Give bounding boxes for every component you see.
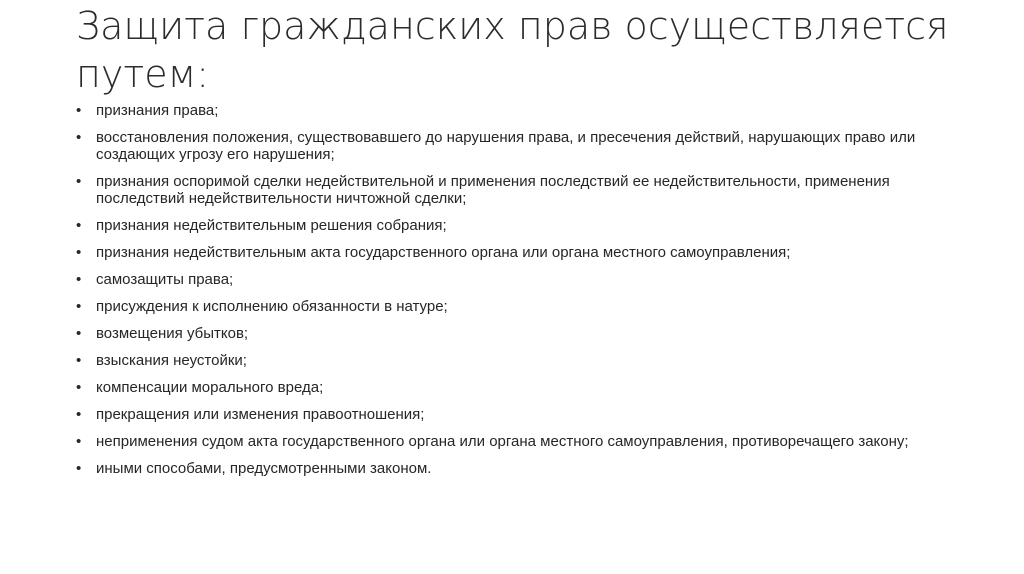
list-item bbox=[76, 460, 946, 477]
list-item-text: самозащиты права; bbox=[96, 271, 234, 288]
list-item bbox=[76, 433, 946, 450]
list-item-text: признания оспоримой сделки недействительной и применения последствий ее недействительности, применения последствий недействительности ничтожной сделки; bbox=[96, 173, 890, 207]
bullet-icon: • bbox=[76, 325, 82, 342]
bullet-icon: • bbox=[76, 433, 82, 450]
list-item bbox=[76, 173, 946, 207]
list-item bbox=[76, 102, 946, 119]
list-item-text: компенсации морального вреда; bbox=[96, 379, 324, 396]
list-item-text: признания недействительным решения собрания; bbox=[96, 217, 447, 234]
bullet-icon: • bbox=[76, 102, 82, 119]
list-item bbox=[76, 352, 946, 369]
bullet-icon: • bbox=[76, 379, 82, 396]
list-item-text: признания недействительным акта государственного органа или органа местного самоуправления; bbox=[96, 244, 791, 261]
list-item bbox=[76, 379, 946, 396]
list-item bbox=[76, 298, 946, 315]
list-item bbox=[76, 217, 946, 234]
list-item bbox=[76, 271, 946, 288]
list-item-text: признания права; bbox=[96, 102, 219, 119]
bullet-icon: • bbox=[76, 271, 82, 288]
bullet-icon: • bbox=[76, 129, 82, 146]
list-item-text: восстановления положения, существовавшего до нарушения права, и пресечения действий, нарушающих право или создающих угрозу его нарушения; bbox=[96, 129, 916, 163]
list-item-text: прекращения или изменения правоотношения; bbox=[96, 406, 425, 423]
list-item bbox=[76, 129, 946, 163]
bullet-icon: • bbox=[76, 460, 82, 477]
bullet-icon: • bbox=[76, 298, 82, 315]
list-item bbox=[76, 406, 946, 423]
bullet-list bbox=[76, 102, 946, 487]
list-item bbox=[76, 325, 946, 342]
list-item-text: неприменения судом акта государственного органа или органа местного самоуправления, противоречащего закону; bbox=[96, 433, 909, 450]
bullet-icon: • bbox=[76, 173, 82, 190]
list-item-text: присуждения к исполнению обязанности в натуре; bbox=[96, 298, 448, 315]
bullet-icon: • bbox=[76, 406, 82, 423]
bullet-icon: • bbox=[76, 352, 82, 369]
list-item-text: возмещения убытков; bbox=[96, 325, 249, 342]
list-item-text: взыскания неустойки; bbox=[96, 352, 247, 369]
bullet-icon: • bbox=[76, 244, 82, 261]
bullet-icon: • bbox=[76, 217, 82, 234]
slide-title: Защита гражданских прав осуществляется путем: bbox=[76, 4, 949, 96]
list-item-text: иными способами, предусмотренными законом. bbox=[96, 460, 432, 477]
list-item bbox=[76, 244, 946, 261]
